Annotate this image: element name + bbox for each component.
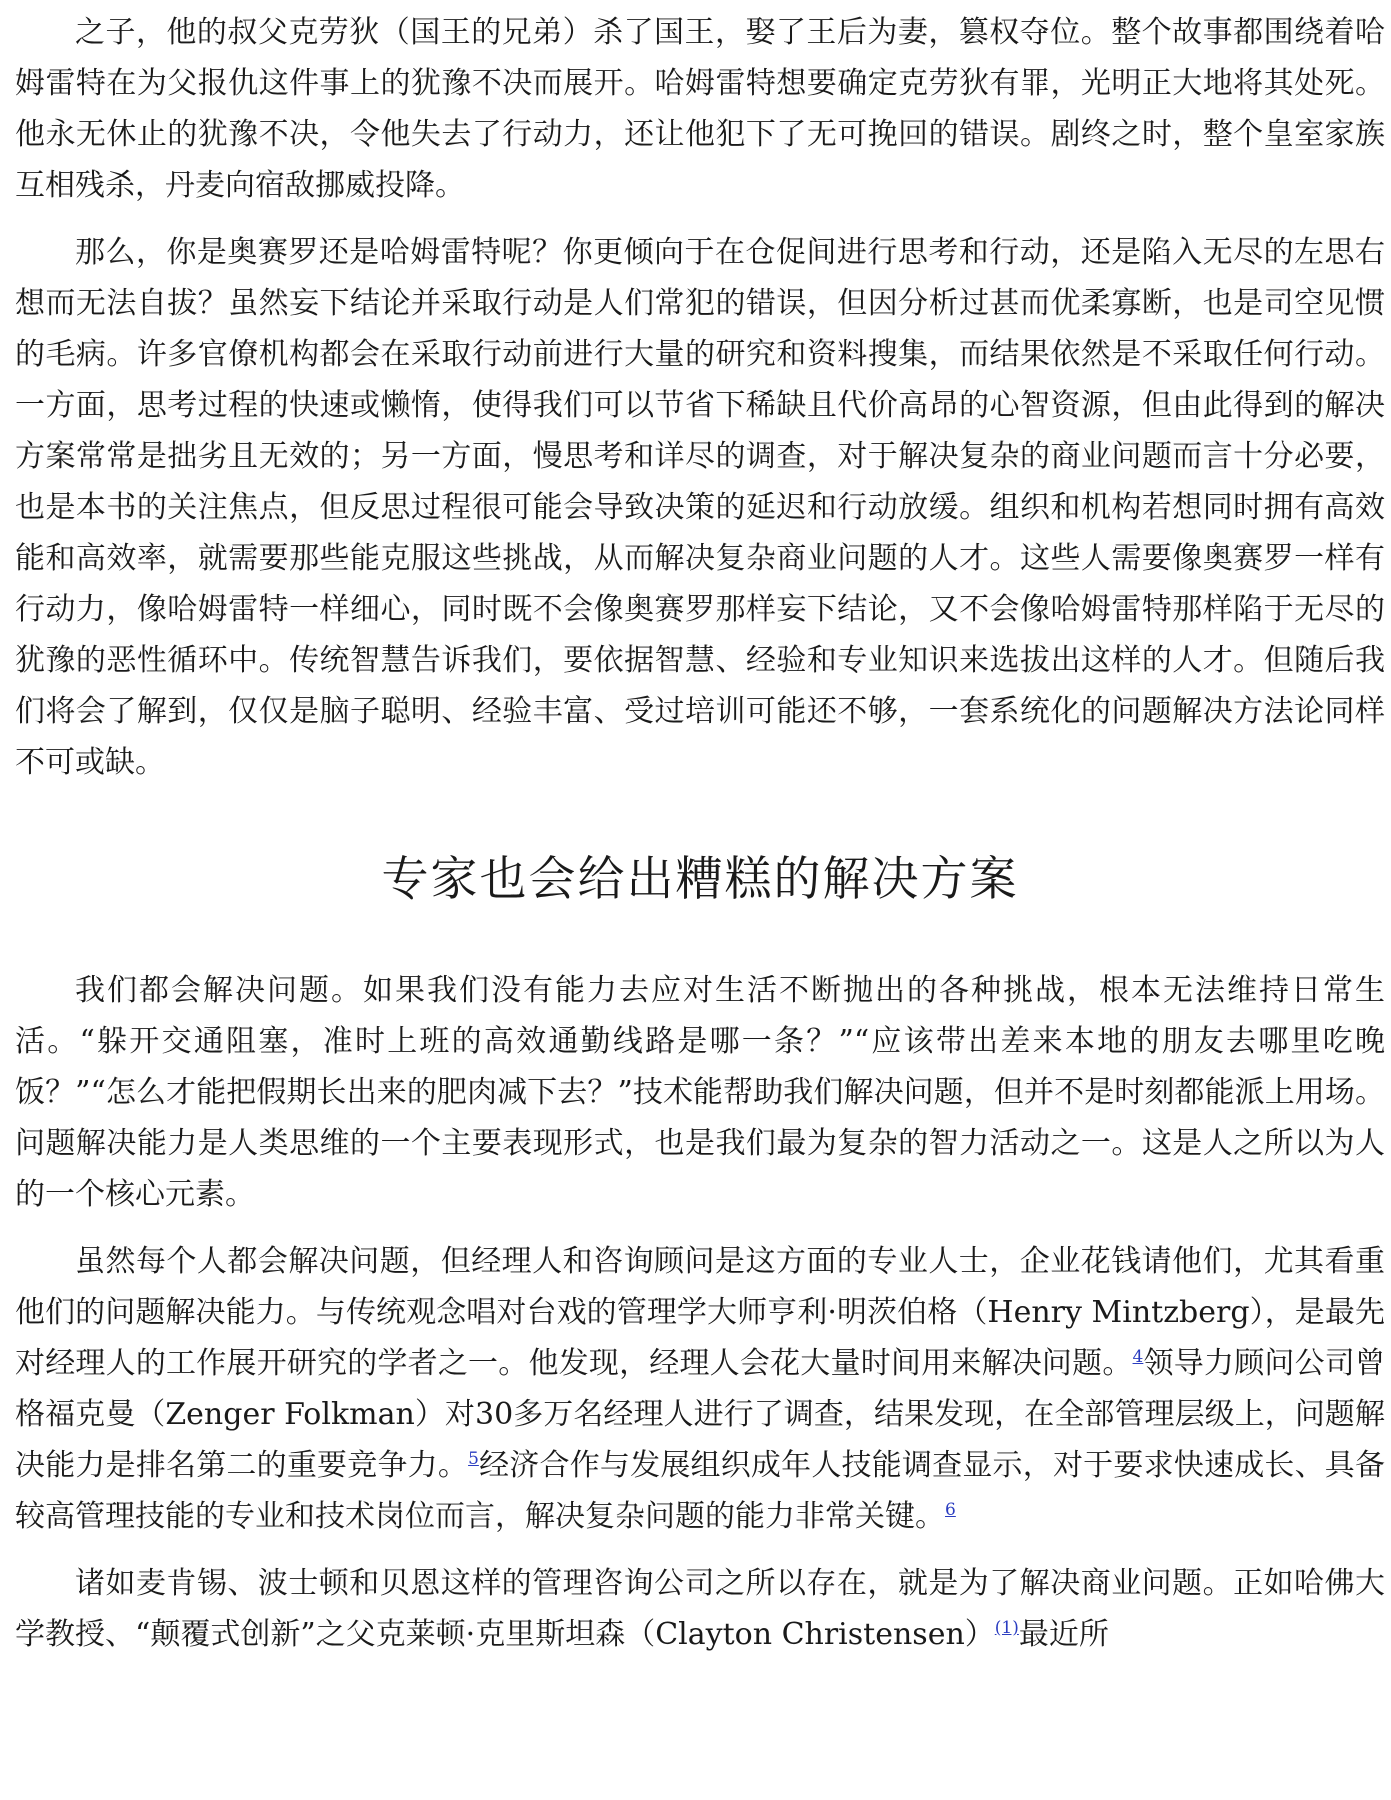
footnote-ref-4[interactable]	[1133, 1347, 1144, 1367]
paragraph-consulting-firms	[15, 1558, 1385, 1660]
paragraph-everyone-solves-problems: 我们都会解决问题。如果我们没有能力去应对生活不断抛出的各种挑战，根本无法维持日常生活。“躲开交通阻塞，准时上班的高效通勤线路是哪一条？”“应该带出差来本地的朋友去哪里吃晚饭？”“怎么才能把假期长出来的肥肉减下去？”技术能帮助我们解决问题，但并不是时刻都能派上用场。问题解决能力是人类思维的一个主要表现形式，也是我们最为复杂的智力活动之一。这是人之所以为人的一个核心元素。	[15, 973, 1385, 1212]
footnote-ref-1[interactable]	[995, 1618, 1019, 1638]
footnote-ref-6[interactable]	[945, 1500, 956, 1520]
paragraph-text: 虽然每个人都会解决问题，但经理人和咨询顾问是这方面的专业人士，企业花钱请他们，尤其看重他们的问题解决能力。与传统观念唱对台戏的管理学大师亨利·明茨伯格（Henry Mintzberg），是最先对经理人的工作展开研究的学者之一。他发现，经理人会花大量时间用来解决问题。	[15, 1244, 1385, 1381]
paragraph-hamlet-summary: 之子，他的叔父克劳狄（国王的兄弟）杀了国王，娶了王后为妻，篡权夺位。整个故事都围绕着哈姆雷特在为父报仇这件事上的犹豫不决而展开。哈姆雷特想要确定克劳狄有罪，光明正大地将其处死。他永无休止的犹豫不决，令他失去了行动力，还让他犯下了无可挽回的错误。剧终之时，整个皇室家族互相残杀，丹麦向宿敌挪威投降。	[15, 15, 1385, 203]
paragraph-othello-or-hamlet: 那么，你是奥赛罗还是哈姆雷特呢？你更倾向于在仓促间进行思考和行动，还是陷入无尽的左思右想而无法自拔？虽然妄下结论并采取行动是人们常犯的错误，但因分析过甚而优柔寡断，也是司空见惯的毛病。许多官僚机构都会在采取行动前进行大量的研究和资料搜集，而结果依然是不采取任何行动。一方面，思考过程的快速或懒惰，使得我们可以节省下稀缺且代价高昂的心智资源，但由此得到的解决方案常常是拙劣且无效的；另一方面，慢思考和详尽的调查，对于解决复杂的商业问题而言十分必要，也是本书的关注焦点，但反思过程很可能会导致决策的延迟和行动放缓。组织和机构若想同时拥有高效能和高效率，就需要那些能克服这些挑战，从而解决复杂商业问题的人才。这些人需要像奥赛罗一样有行动力，像哈姆雷特一样细心，同时既不会像奥赛罗那样妄下结论，又不会像哈姆雷特那样陷于无尽的犹豫的恶性循环中。传统智慧告诉我们，要依据智慧、经验和专业知识来选拔出这样的人才。但随后我们将会了解到，仅仅是脑子聪明、经验丰富、受过培训可能还不够，一套系统化的问题解决方法论同样不可或缺。	[15, 235, 1385, 780]
footnote-link[interactable]: (1)	[994, 1618, 1019, 1638]
footnote-link[interactable]: 6	[945, 1500, 956, 1520]
footnote-link[interactable]: 5	[468, 1449, 479, 1469]
footnote-ref-5[interactable]	[468, 1449, 479, 1469]
paragraph-text: 经济合作与发展组织成年人技能调查显示，对于要求快速成长、具备较高管理技能的专业和技术岗位而言，解决复杂问题的能力非常关键。	[15, 1448, 1386, 1534]
footnote-link[interactable]: 4	[1132, 1347, 1144, 1367]
paragraph-managers-consultants	[15, 1236, 1385, 1542]
section-heading: 专家也会给出糟糕的解决方案	[381, 852, 1019, 907]
book-page	[15, 0, 1385, 1676]
paragraph-text: 最近所	[1018, 1617, 1109, 1652]
paragraph-text: 诸如麦肯锡、波士顿和贝恩这样的管理咨询公司之所以存在，就是为了解决商业问题。正如哈佛大学教授、“颠覆式创新”之父克莱顿·克里斯坦森（Clayton Christensen）	[15, 1566, 1385, 1652]
paragraph-text: 领导力顾问公司曾格福克曼（Zenger Folkman）对30多万名经理人进行了调查，结果发现，在全部管理层级上，问题解决能力是排名第二的重要竞争力。	[15, 1346, 1386, 1483]
